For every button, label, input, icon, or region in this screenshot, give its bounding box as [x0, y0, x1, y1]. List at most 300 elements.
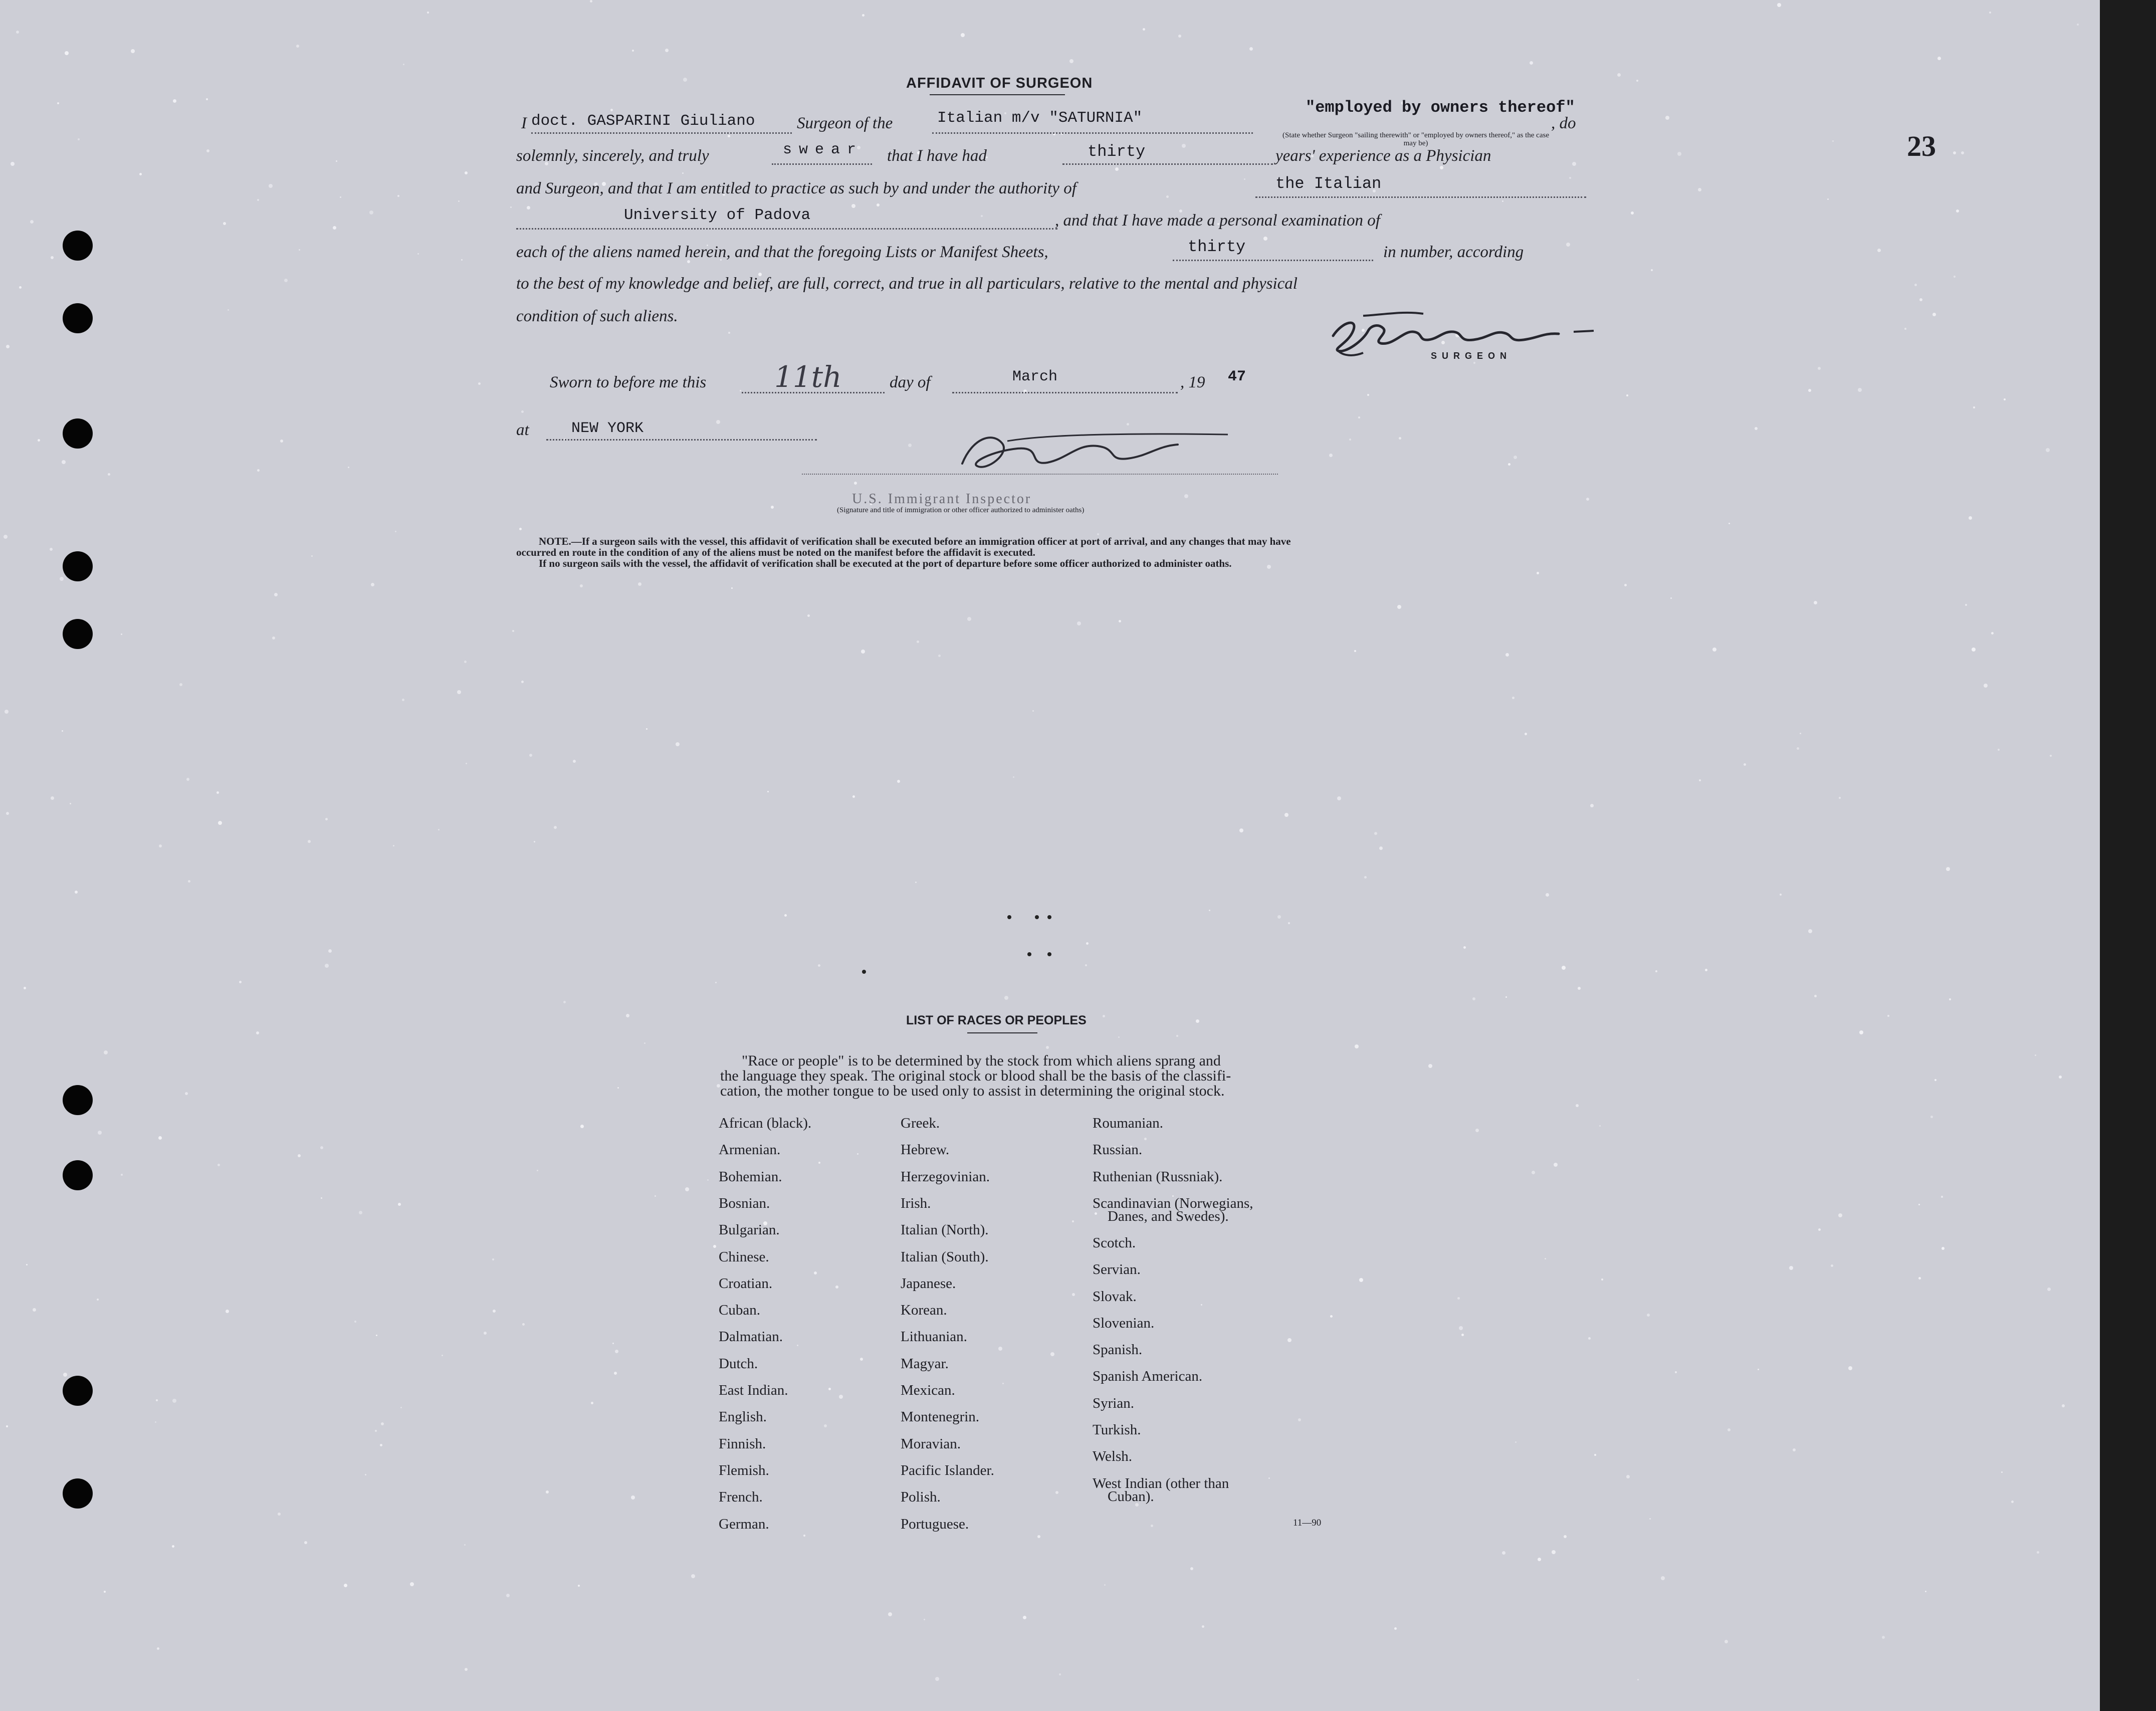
speckle [1586, 498, 1589, 501]
speckle [1887, 1015, 1889, 1017]
speckle [1244, 178, 1245, 180]
speckle [427, 12, 429, 14]
note-label: NOTE. [539, 535, 571, 547]
fill-line [742, 392, 885, 393]
race-item: Italian (South). [901, 1248, 989, 1265]
speckle [1530, 61, 1533, 65]
speckle [1151, 1525, 1153, 1527]
speckle [400, 1407, 402, 1408]
speckle [321, 1197, 322, 1199]
race-item: African (black). [719, 1115, 812, 1131]
speckle [1942, 1247, 1945, 1250]
speckle [1267, 565, 1271, 569]
speckle [644, 1042, 645, 1044]
speckle [767, 791, 769, 792]
speckle [1013, 776, 1014, 778]
line2-text-b: that I have had [887, 147, 987, 165]
speckle [16, 31, 19, 34]
sworn-year-prefix: , 19 [1180, 373, 1205, 391]
speckle [320, 1146, 323, 1149]
speckle [2046, 448, 2050, 452]
speckle [519, 528, 522, 530]
speckle [2011, 1501, 2014, 1503]
sworn-day: 11th [774, 360, 842, 394]
speckle [862, 14, 865, 17]
speckle [38, 439, 40, 442]
binder-hole [63, 1160, 93, 1190]
speckle [1572, 162, 1576, 166]
surgeon-name: doct. GASPARINI Giuliano [531, 112, 755, 130]
speckle [1576, 1104, 1579, 1107]
speckle [1578, 987, 1581, 990]
speckle [807, 614, 810, 617]
speckle [1502, 1551, 1505, 1555]
speckle [403, 64, 404, 65]
speckle [617, 1087, 619, 1089]
speckle [1358, 416, 1360, 418]
speckle [272, 636, 275, 639]
speckle [1176, 1035, 1178, 1037]
speckle [877, 203, 880, 206]
speckle [1877, 249, 1881, 252]
speckle [464, 661, 467, 663]
speckle [1564, 1535, 1567, 1538]
race-item: Japanese. [901, 1275, 956, 1292]
speckle [51, 256, 54, 259]
speckle [5, 710, 9, 714]
speckle [615, 1350, 618, 1353]
races-intro-2: the language they speak. The original stock or blood shall be the basis of the classifi- [720, 1067, 1231, 1084]
speckle [75, 891, 78, 894]
speckle [1808, 389, 1811, 392]
speckle [442, 1355, 443, 1356]
speckle [1965, 604, 1967, 606]
speckle [493, 1310, 496, 1313]
speckle [917, 640, 919, 643]
speckle [1202, 1625, 1204, 1628]
speckle [62, 730, 63, 732]
race-item: Cuban). [1108, 1488, 1154, 1505]
speckle [1050, 1352, 1054, 1356]
race-item: Ruthenian (Russniak). [1093, 1168, 1223, 1185]
speckle [121, 633, 122, 635]
officer-signature-line [802, 474, 1278, 475]
speckle [851, 204, 855, 208]
race-item: Polish. [901, 1489, 941, 1506]
speckle [1930, 1116, 1933, 1118]
speckle [256, 1031, 259, 1034]
dot-ornament [1047, 952, 1051, 956]
speckle [665, 49, 669, 52]
speckle [304, 1541, 307, 1544]
fill-line [772, 163, 872, 165]
speckle [1055, 1491, 1058, 1494]
speckle [156, 1399, 158, 1401]
binder-hole [63, 1085, 93, 1115]
speckle [1961, 151, 1964, 154]
speckle [381, 1422, 384, 1425]
speckle [1505, 653, 1509, 657]
speckle [1505, 996, 1507, 998]
race-item: Bosnian. [719, 1195, 770, 1211]
speckle [1919, 298, 1922, 301]
speckle [691, 1574, 695, 1578]
speckle [573, 760, 576, 763]
speckle [1046, 1046, 1049, 1049]
speckle [298, 1154, 301, 1157]
speckle [179, 683, 182, 686]
employment-status: "employed by owners thereof" [1306, 98, 1575, 117]
speckle [717, 1084, 720, 1088]
race-item: Spanish American. [1093, 1368, 1203, 1385]
speckle [580, 584, 583, 587]
speckle [1263, 237, 1267, 241]
speckle [417, 253, 419, 255]
speckle [311, 555, 313, 557]
speckle [1949, 998, 1951, 1000]
speckle [1209, 910, 1210, 911]
at-label: at [516, 421, 529, 439]
speckle [280, 440, 283, 443]
speckle [1118, 1036, 1120, 1038]
speckle [484, 1332, 487, 1335]
speckle [1166, 195, 1169, 198]
speckle [395, 531, 396, 532]
speckle [1562, 966, 1566, 970]
speckle [967, 617, 971, 621]
speckle [1077, 621, 1081, 625]
speckle [857, 1153, 858, 1155]
race-item: Danes, and Swedes). [1108, 1208, 1229, 1224]
speckle [1566, 243, 1570, 247]
races-intro-3: cation, the mother tongue to be used only to assist in determining the original stock. [720, 1083, 1225, 1099]
speckle [2004, 398, 2006, 400]
line4-text: , and that I have made a personal examination of [1055, 211, 1380, 230]
speckle [6, 345, 10, 348]
speckle [632, 50, 634, 52]
speckle [1712, 648, 1716, 652]
speckle [2047, 1288, 2051, 1291]
speckle [529, 754, 532, 757]
race-item: East Indian. [719, 1382, 788, 1398]
speckle [797, 1345, 798, 1346]
speckle [2001, 1471, 2003, 1473]
speckle [1374, 832, 1377, 835]
speckle [1991, 632, 1994, 634]
speckle [354, 1321, 356, 1323]
speckle [19, 286, 22, 289]
speckle [1675, 1371, 1677, 1373]
speckle [1946, 867, 1950, 871]
speckle [1059, 1673, 1061, 1675]
speckle [1818, 367, 1821, 370]
speckle [1925, 1591, 1926, 1592]
speckle [159, 844, 162, 847]
speckle [1459, 1326, 1463, 1330]
speckle [707, 1179, 709, 1181]
speckle [1287, 1338, 1291, 1342]
line3-text: and Surgeon, and that I am entitled to practice as such by and under the authority of [516, 179, 1076, 197]
speckle [682, 172, 684, 174]
speckle [1651, 269, 1653, 271]
speckle [1728, 1428, 1731, 1431]
speckle [854, 482, 857, 485]
race-item: Hebrew. [901, 1142, 950, 1158]
fill-line [1255, 196, 1586, 198]
sworn-text-a: Sworn to before me this [550, 373, 707, 391]
speckle [1937, 57, 1941, 60]
speckle [1677, 152, 1681, 156]
speckle [1941, 1196, 1943, 1198]
speckle [104, 1050, 108, 1054]
race-item: Flemish. [719, 1462, 769, 1478]
line1-prefix: I [521, 114, 527, 132]
speckle [537, 1170, 538, 1171]
race-item: Scandinavian (Norwegians, [1093, 1195, 1253, 1211]
speckle [50, 548, 53, 551]
race-item: Servian. [1093, 1261, 1141, 1278]
speckle [1918, 1277, 1921, 1279]
race-item: Magyar. [901, 1355, 949, 1372]
speckle [998, 1347, 1002, 1351]
fill-line [516, 228, 1057, 230]
speckle [1239, 828, 1243, 832]
race-item: Russian. [1093, 1142, 1143, 1158]
speckle [206, 149, 209, 152]
speckle [2059, 1076, 2062, 1079]
speckle [1724, 1640, 1728, 1643]
race-item: English. [719, 1409, 767, 1425]
race-item: Roumanian. [1093, 1115, 1163, 1131]
speckle [1545, 1258, 1546, 1259]
speckle [771, 506, 774, 509]
dot-ornament [1007, 915, 1011, 919]
university: University of Padova [624, 206, 811, 224]
race-item: Bulgarian. [719, 1222, 780, 1238]
speckle [521, 410, 524, 413]
speckle [375, 1430, 377, 1432]
speckle [172, 1545, 174, 1548]
speckle [1463, 946, 1466, 949]
speckle [1440, 166, 1443, 169]
speckle [546, 1490, 549, 1493]
race-item: Finnish. [719, 1435, 766, 1452]
speckle [186, 778, 189, 781]
speckle [1827, 198, 1829, 200]
speckle [257, 199, 259, 201]
speckle [527, 206, 530, 209]
speckle [1119, 620, 1121, 622]
speckle [1537, 572, 1539, 574]
line5-text-a: each of the aliens named herein, and that the foregoing Lists or Manifest Sheets, [516, 243, 1048, 261]
dot-ornament [1035, 915, 1039, 919]
speckle [861, 650, 865, 654]
speckle [852, 795, 855, 798]
speckle [1808, 929, 1812, 933]
race-item: Slovak. [1093, 1288, 1137, 1305]
speckle [1397, 605, 1401, 609]
speckle [1367, 394, 1369, 396]
speckle [157, 1647, 159, 1650]
speckle [1196, 1019, 1199, 1023]
speckle [1831, 1264, 1833, 1267]
speckle [365, 1474, 366, 1475]
speckle [284, 279, 288, 282]
speckle [1399, 437, 1401, 440]
speckle [108, 473, 110, 476]
speckle [713, 1245, 716, 1248]
speckle [2077, 24, 2079, 26]
speckle [1104, 1584, 1106, 1586]
speckle [715, 982, 717, 983]
affidavit-title: AFFIDAVIT OF SURGEON [906, 75, 1093, 91]
speckle [1594, 1454, 1596, 1456]
race-item: Cuban. [719, 1302, 760, 1319]
speckle [11, 162, 15, 166]
speckle [4, 535, 8, 539]
speckle [228, 309, 229, 311]
speckle [371, 583, 374, 586]
note-line1-text: —If a surgeon sails with the vessel, this affidavit of verification shall be executed before an immigration officer at port of arrival, and any changes that may have [571, 535, 1291, 547]
speckle [65, 51, 69, 55]
speckle [1023, 1616, 1026, 1619]
speckle [1934, 1079, 1936, 1081]
speckle [1379, 846, 1383, 850]
binder-hole [63, 619, 93, 649]
speckle [78, 138, 80, 140]
speckle [104, 1591, 106, 1593]
speckle [478, 382, 481, 385]
note-line3: If no surgeon sails with the vessel, the affidavit of verification shall be executed at the port of departure before some officer authorized to administer oaths. [539, 557, 1232, 569]
speckle [155, 1421, 156, 1423]
speckle [1588, 1337, 1591, 1340]
speckle [274, 593, 278, 596]
speckle [1777, 3, 1781, 7]
races-title-rule [967, 1032, 1037, 1033]
speckle [784, 914, 787, 917]
speckle [1473, 362, 1475, 364]
speckle [1661, 1576, 1665, 1580]
binder-hole [63, 231, 93, 261]
speckle [1004, 996, 1008, 1000]
speckle [1698, 188, 1701, 191]
surgeon-of-label: Surgeon of the [797, 114, 893, 132]
speckle [359, 1211, 362, 1214]
races-title: LIST OF RACES OR PEOPLES [906, 1013, 1087, 1027]
speckle [1502, 200, 1503, 202]
speckle [296, 45, 299, 48]
speckle [269, 184, 273, 188]
speckle [369, 210, 373, 215]
speckle [897, 780, 900, 783]
speckle [492, 1258, 494, 1260]
speckle [1599, 1125, 1601, 1127]
sworn-month: March [1012, 368, 1058, 385]
speckle [1143, 28, 1145, 31]
title-rule [930, 94, 1065, 95]
speckle [1814, 601, 1817, 604]
speckle [325, 818, 328, 820]
sworn-year: 47 [1228, 368, 1246, 385]
line5-text-b: in number, according [1383, 243, 1524, 261]
fill-line [932, 132, 1253, 134]
speckle [888, 1612, 892, 1616]
race-item: Portuguese. [901, 1516, 969, 1532]
speckle [506, 1594, 510, 1597]
speckle [158, 1136, 162, 1140]
speckle [1552, 1550, 1556, 1554]
speckle [30, 220, 34, 224]
speckle [188, 880, 190, 883]
speckle [1298, 1418, 1301, 1421]
speckle [961, 33, 965, 37]
officer-title: U.S. Immigrant Inspector [852, 491, 1032, 507]
race-item: Dutch. [719, 1355, 758, 1372]
sworn-text-b: day of [890, 373, 931, 391]
speckle [1631, 211, 1634, 215]
race-item: Armenian. [719, 1142, 781, 1158]
sheet-count: thirty [1188, 238, 1246, 256]
speckle [57, 102, 59, 104]
speckle [1859, 1030, 1863, 1034]
race-item: Welsh. [1093, 1448, 1133, 1465]
speckle [1085, 964, 1087, 966]
race-item: Irish. [901, 1195, 931, 1211]
speckle [683, 78, 687, 82]
speckle [1284, 813, 1288, 817]
speckle [1590, 804, 1594, 807]
speckle [1914, 284, 1917, 286]
speckle [257, 469, 260, 472]
note-line2: occurred en route in the condition of any of the aliens must be noted on the manifest before the affidavit is executed. [516, 546, 1035, 558]
speckle [1359, 1278, 1363, 1282]
speckle [402, 699, 404, 701]
speckle [1989, 12, 1991, 14]
speckle [1461, 1334, 1464, 1336]
speckle [835, 1286, 838, 1289]
speckle [139, 173, 142, 175]
speckle [1647, 1314, 1650, 1317]
speckle [6, 812, 9, 815]
speckle [336, 160, 337, 162]
speckle [2062, 1404, 2065, 1407]
speckle [1904, 328, 1906, 330]
speckle [580, 1125, 584, 1128]
speckle [1103, 1015, 1105, 1017]
speckle [1037, 1535, 1040, 1538]
speckle [716, 420, 720, 424]
location: NEW YORK [571, 420, 644, 437]
speckle [534, 841, 535, 842]
speckle [828, 1388, 831, 1390]
speckle [590, 0, 592, 3]
dot-ornament [1047, 915, 1051, 919]
speckle [1601, 1278, 1603, 1280]
speckle [328, 949, 332, 953]
speckle [728, 135, 730, 137]
speckle [1744, 763, 1746, 766]
binder-hole [63, 303, 93, 333]
speckle [325, 964, 329, 968]
speckle [397, 195, 399, 197]
race-item: Slovenian. [1093, 1315, 1155, 1331]
speckle [1337, 796, 1341, 800]
speckle [1617, 73, 1621, 77]
speckle [340, 196, 341, 198]
speckle [610, 109, 613, 111]
speckle [1969, 516, 1972, 520]
speckle [1178, 35, 1181, 38]
